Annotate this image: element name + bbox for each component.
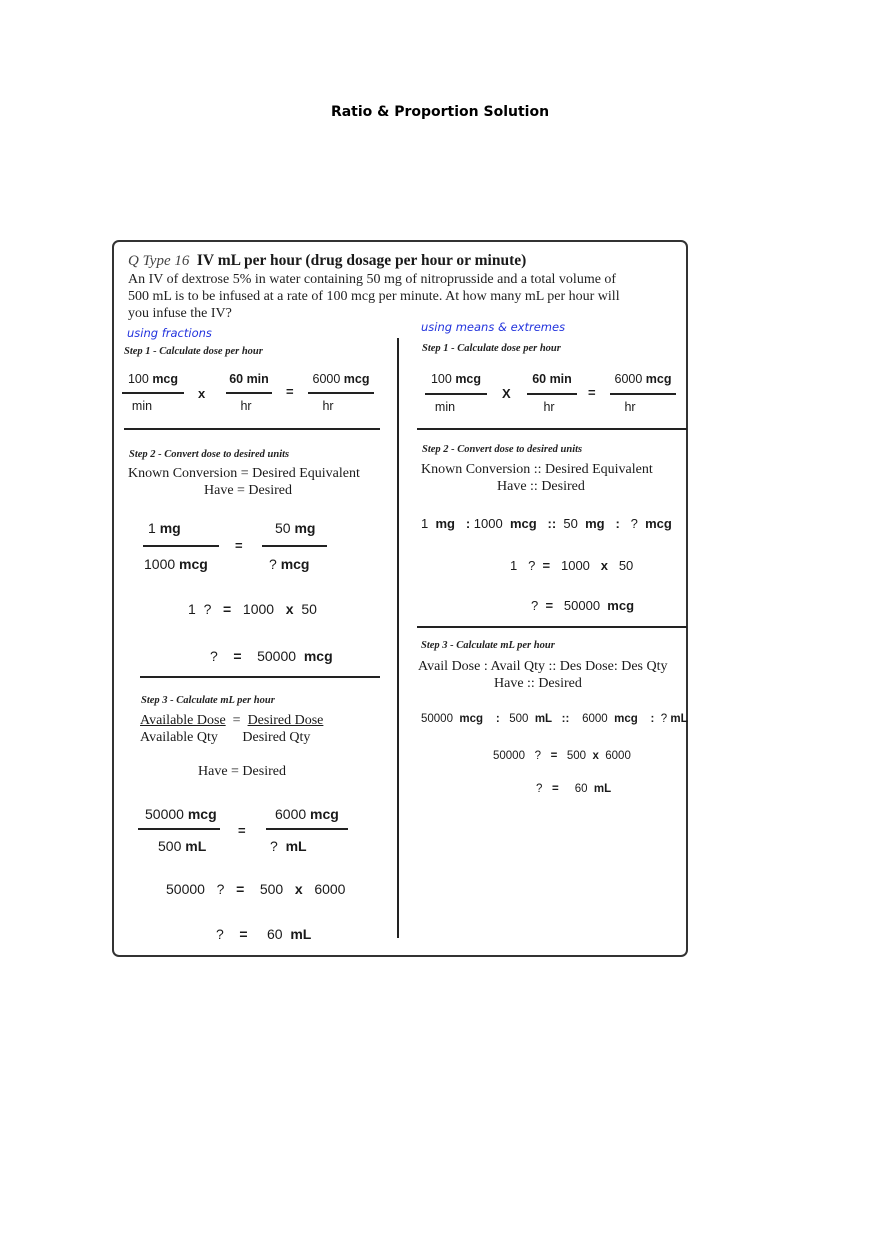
question-header bbox=[128, 252, 526, 270]
question-type: Q Type 16 bbox=[128, 253, 190, 269]
left-step2-label: Step 2 - Convert dose to desired units bbox=[129, 449, 290, 460]
right-s1-times: X bbox=[502, 386, 511, 401]
left-s2-f2-num: 50 mg bbox=[275, 520, 316, 536]
left-s3-f2-num: 6000 mcg bbox=[275, 806, 339, 822]
left-s1-equals: = bbox=[286, 384, 294, 399]
right-s1-f3-den: hr bbox=[624, 400, 636, 414]
left-s1-f3-den: hr bbox=[322, 399, 334, 413]
right-s2-rule2: Have :: Desired bbox=[497, 479, 585, 494]
right-step2-divider bbox=[417, 626, 687, 628]
right-s3-rule2: Have :: Desired bbox=[494, 676, 582, 691]
left-s3-rule: Have = Desired bbox=[198, 764, 286, 779]
right-s1-f3-num: 6000 mcg bbox=[614, 372, 672, 386]
left-s1-times: x bbox=[198, 386, 206, 401]
right-s3-result: ? = 60 mL bbox=[536, 783, 612, 795]
right-method-label: using means & extremes bbox=[421, 320, 566, 334]
right-s2-result: ? = 50000 mcg bbox=[531, 598, 635, 613]
right-s3-proportion: 50000 mcg : 500 mL :: 6000 mcg : ? mL bbox=[421, 713, 688, 725]
left-s1-f2-num: 60 min bbox=[229, 372, 269, 386]
left-s2-f1-bar bbox=[143, 545, 219, 547]
left-step1-label: Step 1 - Calculate dose per hour bbox=[124, 346, 263, 357]
right-s2-rule1: Known Conversion :: Desired Equivalent bbox=[421, 462, 653, 477]
right-s1-f2-den: hr bbox=[543, 400, 555, 414]
left-s3-line1: Available Dose = Desired Dose bbox=[140, 713, 324, 728]
left-method-label: using fractions bbox=[127, 326, 212, 340]
left-s3-calc: 50000 ? = 500 x 6000 bbox=[166, 881, 346, 897]
left-step2-divider bbox=[140, 676, 380, 678]
left-s1-f1-num: 100 mcg bbox=[127, 372, 179, 386]
right-s1-f1-den: min bbox=[434, 400, 456, 414]
left-step1-divider bbox=[124, 428, 380, 430]
left-s1-f3-num: 6000 mcg bbox=[312, 372, 370, 386]
left-s2-f1-num: 1 mg bbox=[148, 520, 181, 536]
left-s3-f1-num: 50000 mcg bbox=[145, 806, 217, 822]
right-s1-f1-num: 100 mcg bbox=[430, 372, 482, 386]
left-s3-f2-bar bbox=[266, 828, 348, 830]
left-s3-f2-den: ? mL bbox=[270, 838, 307, 854]
right-s2-proportion: 1 mg : 1000 mcg :: 50 mg : ? mcg bbox=[421, 516, 672, 531]
question-line-2: 500 mL is to be infused at a rate of 100 mcg per minute. At how many mL per hour will bbox=[128, 289, 620, 304]
left-s2-f2-bar bbox=[262, 545, 327, 547]
left-s1-f2-bar bbox=[226, 392, 272, 394]
right-s1-f1-bar bbox=[425, 393, 487, 395]
left-s2-calc: 1 ? = 1000 x 50 bbox=[188, 601, 317, 617]
right-step1-label: Step 1 - Calculate dose per hour bbox=[422, 343, 561, 354]
question-line-1: An IV of dextrose 5% in water containing 50 mg of nitroprusside and a total volume of bbox=[128, 272, 617, 287]
right-step1-divider bbox=[417, 428, 687, 430]
right-s1-f2-bar bbox=[527, 393, 577, 395]
page-title: Ratio & Proportion Solution bbox=[330, 104, 550, 120]
left-s1-f2-den: hr bbox=[240, 399, 252, 413]
left-s2-result: ? = 50000 mcg bbox=[210, 648, 333, 664]
left-s3-equals: = bbox=[238, 823, 246, 838]
left-step3-label: Step 3 - Calculate mL per hour bbox=[141, 695, 275, 706]
right-s1-equals: = bbox=[588, 385, 596, 400]
right-s2-calc: 1 ? = 1000 x 50 bbox=[510, 558, 634, 573]
left-s3-line2: Available Qty Desired Qty bbox=[140, 730, 311, 745]
right-s3-calc: 50000 ? = 500 x 6000 bbox=[493, 750, 631, 762]
left-s3-result: ? = 60 mL bbox=[216, 926, 312, 942]
left-s2-rule2: Have = Desired bbox=[204, 483, 292, 498]
right-s3-rule1: Avail Dose : Avail Qty :: Des Dose: Des Qty bbox=[418, 659, 668, 674]
right-s1-f3-bar bbox=[610, 393, 676, 395]
left-s2-f2-den: ? mcg bbox=[269, 556, 310, 572]
right-step2-label: Step 2 - Convert dose to desired units bbox=[422, 444, 583, 455]
left-s1-f1-den: min bbox=[131, 399, 153, 413]
right-s1-f2-num: 60 min bbox=[532, 372, 572, 386]
left-s3-f1-bar bbox=[138, 828, 220, 830]
left-s3-f1-den: 500 mL bbox=[158, 838, 207, 854]
left-s2-f1-den: 1000 mcg bbox=[144, 556, 208, 572]
left-s1-f1-bar bbox=[122, 392, 184, 394]
left-s2-rule1: Known Conversion = Desired Equivalent bbox=[128, 466, 360, 481]
left-s1-f3-bar bbox=[308, 392, 374, 394]
left-s2-equals: = bbox=[235, 538, 243, 553]
question-name: IV mL per hour (drug dosage per hour or minute) bbox=[196, 252, 527, 269]
right-step3-label: Step 3 - Calculate mL per hour bbox=[421, 640, 555, 651]
question-line-3: you infuse the IV? bbox=[128, 306, 232, 321]
column-divider bbox=[397, 338, 399, 938]
